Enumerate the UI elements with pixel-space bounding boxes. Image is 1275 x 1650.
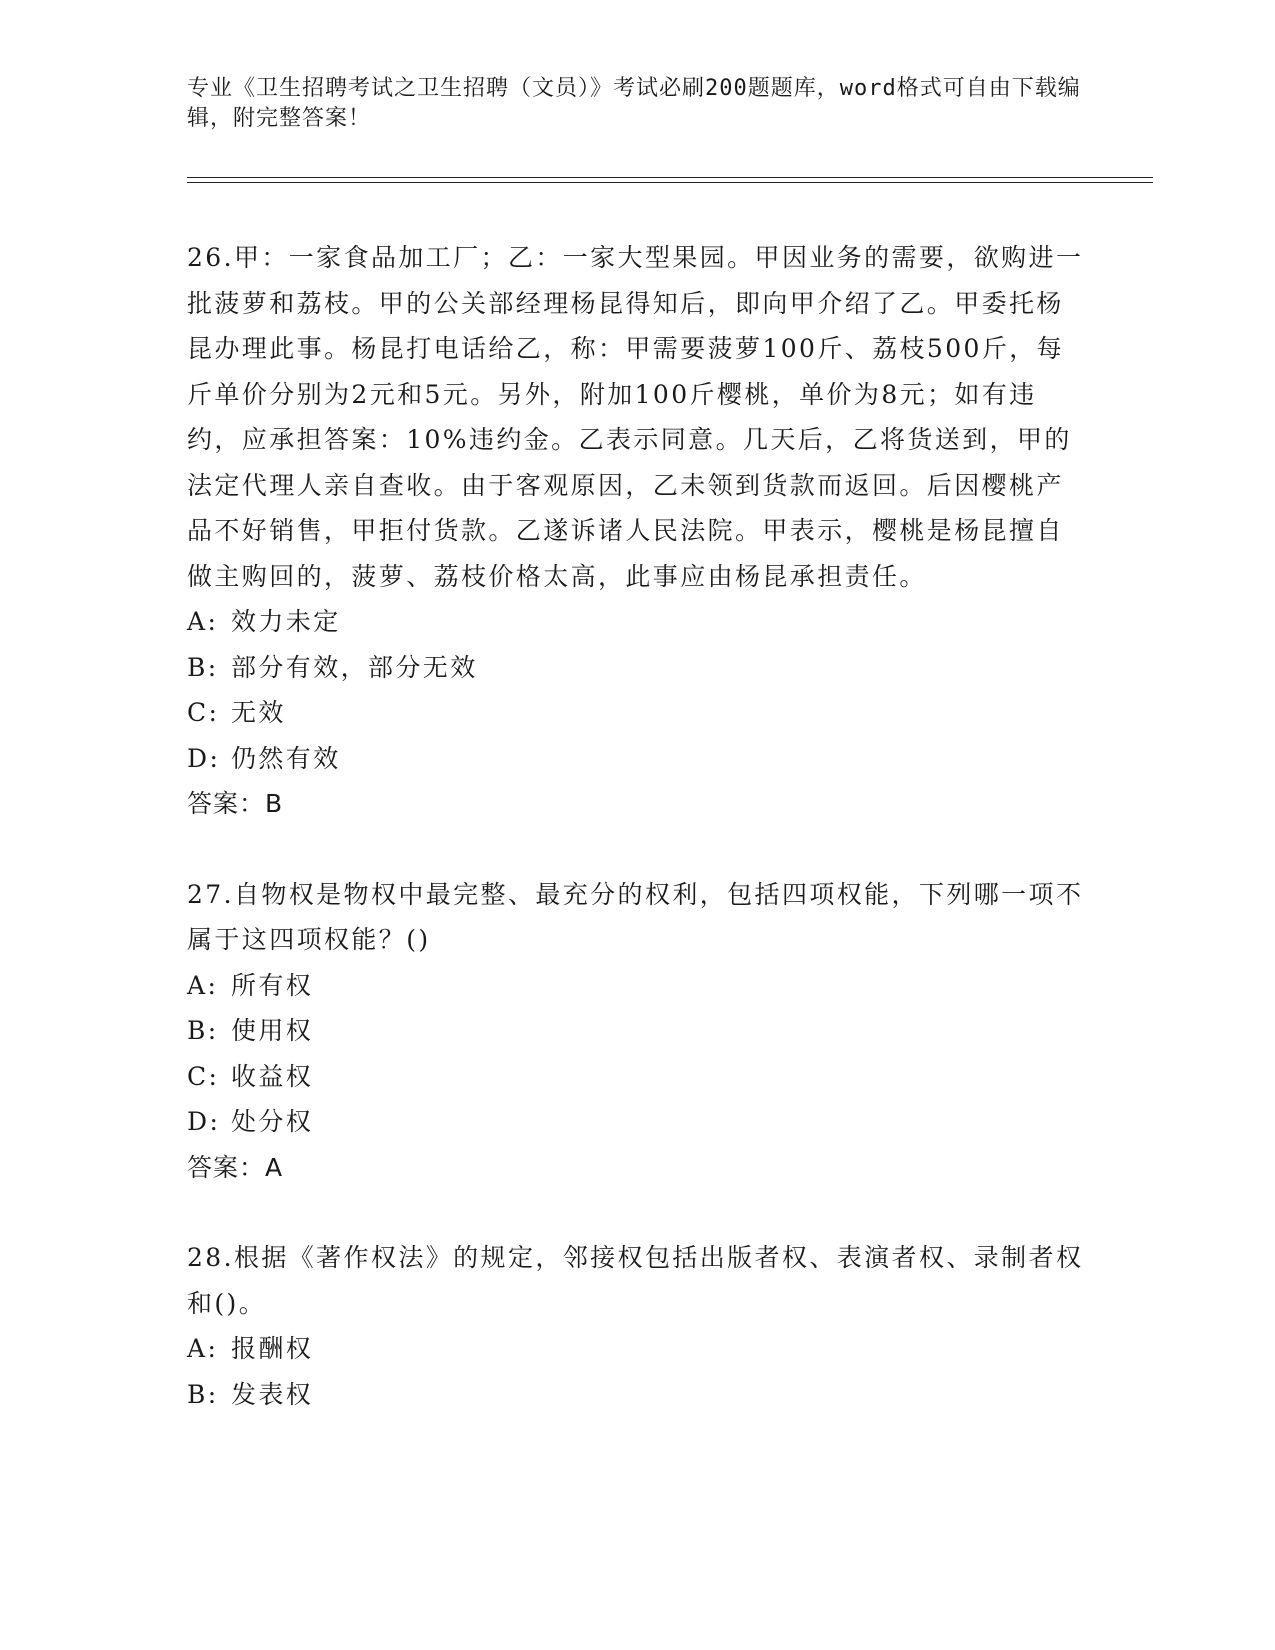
question-stem: 26.甲：一家食品加工厂；乙：一家大型果园。甲因业务的需要，欲购进一批菠萝和荔枝。甲的公关部经理杨昆得知后，即向甲介绍了乙。甲委托杨昆办理此事。杨昆打电话给乙，称：甲需要菠萝100斤、荔枝500斤，每斤单价分别为2元和5元。另外，附加100斤樱桃，单价为8元；如有违约，应承担答案：10%违约金。乙表示同意。几天后，乙将货送到，甲的法定代理人亲自查收。由于客观原因，乙未领到货款而返回。后因樱桃产品不好销售，甲拒付货款。乙遂诉诸人民法院。甲表示，樱桃是杨昆擅自做主购回的，菠萝、荔枝价格太高，此事应由杨昆承担责任。 xyxy=(187,243,1084,591)
option-letter: C: xyxy=(187,1061,220,1091)
option-letter: B: xyxy=(187,652,219,682)
option-text: 所有权 xyxy=(231,970,314,1000)
option-text: 无效 xyxy=(231,698,286,727)
option-letter: D: xyxy=(187,1107,221,1136)
option-letter: B: xyxy=(187,1379,219,1409)
option-text: 收益权 xyxy=(231,1061,314,1091)
answer-line: 答案：A xyxy=(187,1152,284,1182)
option-b xyxy=(187,1008,1087,1054)
option-a xyxy=(187,963,1087,1009)
option-letter: D: xyxy=(187,743,221,773)
question-stem: 27.自物权是物权中最完整、最充分的权利，包括四项权能，下列哪一项不属于这四项权能？() xyxy=(187,879,1084,954)
option-d xyxy=(187,1099,1087,1145)
option-text: 处分权 xyxy=(231,1107,314,1136)
option-a xyxy=(187,599,1087,645)
answer-line: 答案：B xyxy=(187,789,284,818)
question-26 xyxy=(187,235,1087,827)
header-divider-top xyxy=(187,177,1153,178)
option-text: 报酬权 xyxy=(231,1334,314,1363)
question-28 xyxy=(187,1235,1087,1417)
option-c xyxy=(187,1054,1087,1100)
option-letter: A: xyxy=(187,970,219,1000)
option-text: 使用权 xyxy=(231,1016,314,1045)
header-title: 专业《卫生招聘考试之卫生招聘（文员）》考试必刷200题题库，word格式可自由下载编辑，附完整答案！ xyxy=(187,76,1081,131)
option-b xyxy=(187,645,1087,691)
question-27 xyxy=(187,872,1087,1191)
option-text: 发表权 xyxy=(231,1379,314,1409)
option-letter: A: xyxy=(187,1334,219,1363)
header-divider-bottom xyxy=(187,182,1153,183)
question-stem: 28.根据《著作权法》的规定，邻接权包括出版者权、表演者权、录制者权和()。 xyxy=(187,1243,1084,1318)
option-a xyxy=(187,1326,1087,1372)
option-c xyxy=(187,690,1087,736)
option-letter: A: xyxy=(187,607,219,636)
option-d xyxy=(187,736,1087,782)
option-letter: B: xyxy=(187,1016,219,1045)
option-b xyxy=(187,1372,1087,1418)
question-list xyxy=(187,235,1087,1417)
option-text: 仍然有效 xyxy=(231,743,341,773)
document-header xyxy=(187,74,1087,134)
option-letter: C: xyxy=(187,698,220,727)
option-text: 效力未定 xyxy=(231,607,341,636)
option-text: 部分有效，部分无效 xyxy=(231,652,478,682)
